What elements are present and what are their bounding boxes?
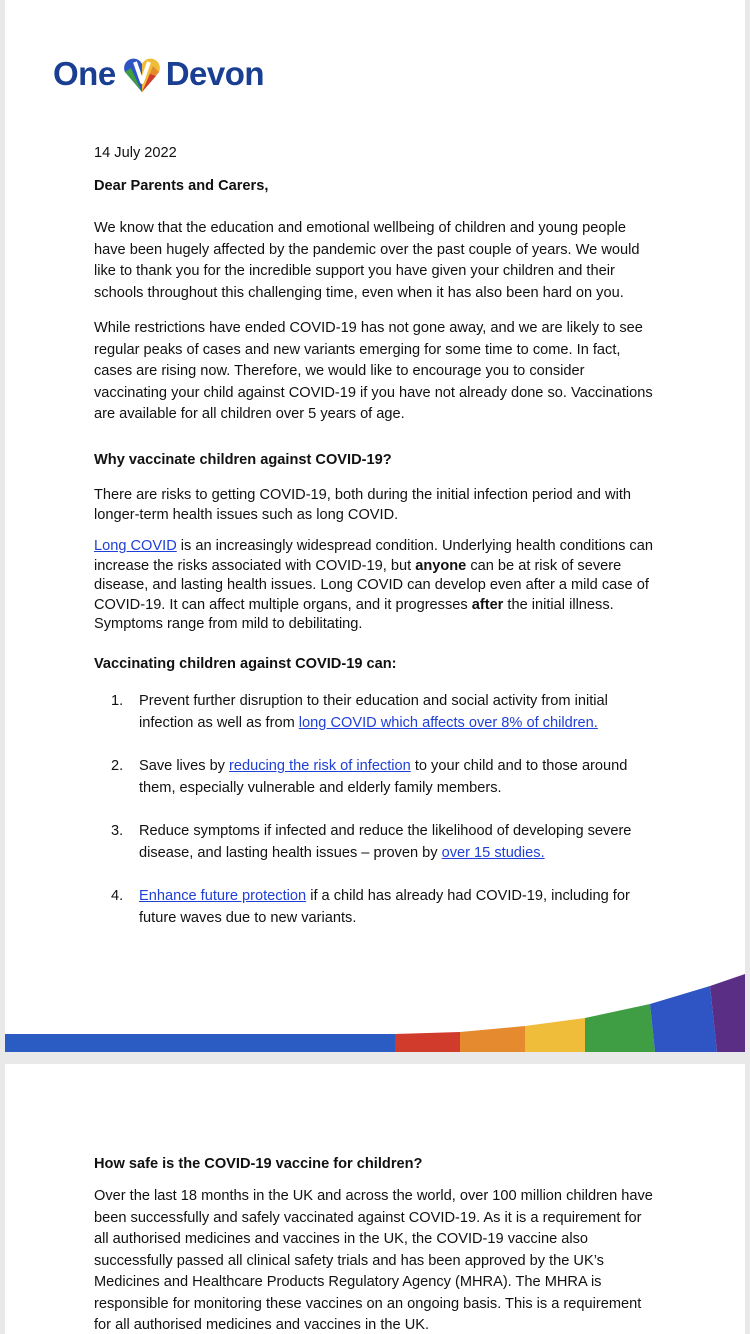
rainbow-heart-icon <box>120 52 164 96</box>
para4-text-2: can be at risk of severe disease, and lasting health issues. Long COVID can develop even after a mild case of COVID-19. It can affect multiple organs, and it progresses <box>94 557 649 613</box>
paragraph-3: There are risks to getting COVID-19, both during the initial infection period and with longer-term health issues such as long COVID. <box>94 487 632 523</box>
para4-text-1: is an increasingly widespread condition. Underlying health conditions can increase the risks associated with COVID-19, but <box>94 538 653 574</box>
reducing-risk-link[interactable]: reducing the risk of infection <box>229 758 411 774</box>
paragraph-1: We know that the education and emotional wellbeing of children and young people have been hugely affected by the pandemic over the past couple of years. We would like to thank you for the incredible support you have given your children and their schools throughout this challenging time, even when it has also been hard on you. <box>94 220 640 301</box>
heading-vaccinating-can: Vaccinating children against COVID-19 can: <box>94 656 397 672</box>
list-text: Reduce symptoms if infected and reduce the likelihood of developing severe disease, and lasting health issues – proven by <box>139 823 632 861</box>
list-text-post: to your child and to those around them, especially vulnerable and elderly family members. <box>139 758 628 796</box>
list-text: Save lives by <box>139 758 230 774</box>
para4-text-3: the initial illness. Symptoms range from mild to debilitating. <box>94 596 614 632</box>
paragraph-2: While restrictions have ended COVID-19 has not gone away, and we are likely to see regular peaks of cases and new variants emerging for some time to come. In fact, cases are rising now. Therefore, we would like to encourage you to consider vaccinating your child against COVID-19 if you have not already done so. Vaccinations are available for all children over 5 years of age. <box>94 320 653 422</box>
over-15-studies-link[interactable]: over 15 studies. <box>441 844 545 861</box>
one-devon-logo <box>53 52 264 96</box>
list-text-post: if a child has already had COVID-19, including for future waves due to new variants. <box>139 888 630 926</box>
long-covid-link[interactable]: Long COVID <box>94 538 177 554</box>
para4-bold-anyone: anyone <box>415 557 467 574</box>
list-number: 4. <box>111 888 124 904</box>
logo-text-devon: Devon <box>165 55 265 92</box>
letter-page-1 <box>5 0 745 1052</box>
letter-page-2 <box>5 1064 745 1334</box>
list-text: Prevent further disruption to their education and social activity from initial infection as well as from <box>139 693 608 731</box>
heading-how-safe: How safe is the COVID-19 vaccine for children? <box>94 1156 423 1172</box>
paragraph-safety: Over the last 18 months in the UK and across the world, over 100 million children have been successfully and safely vaccinated against COVID-19. As it is a requirement for all authorised medicines and vaccines in the UK, the COVID-19 vaccine also successfully passed all clinical safety trials and has been approved by the UK’s Medicines and Healthcare Products Regulatory Agency (MHRA). The MHRA is responsible for monitoring these vaccines on an ongoing basis. This is a requirement for all authorised medicines and vaccines in the UK. <box>94 1188 653 1333</box>
enhance-protection-link[interactable]: Enhance future protection <box>139 888 307 904</box>
logo-text-one: One <box>53 55 116 92</box>
letter-date: 14 July 2022 <box>94 145 177 161</box>
list-number: 1. <box>111 693 124 709</box>
list-number: 2. <box>111 758 124 774</box>
letter-greeting: Dear Parents and Carers, <box>94 178 269 194</box>
list-number: 3. <box>111 823 124 839</box>
para4-bold-after: after <box>471 596 504 613</box>
heading-why-vaccinate: Why vaccinate children against COVID-19? <box>94 452 392 468</box>
rainbow-footer-banner <box>5 960 745 1052</box>
long-covid-8-percent-link[interactable]: long COVID which affects over 8% of children. <box>298 714 598 731</box>
paragraph-4 <box>94 537 654 635</box>
